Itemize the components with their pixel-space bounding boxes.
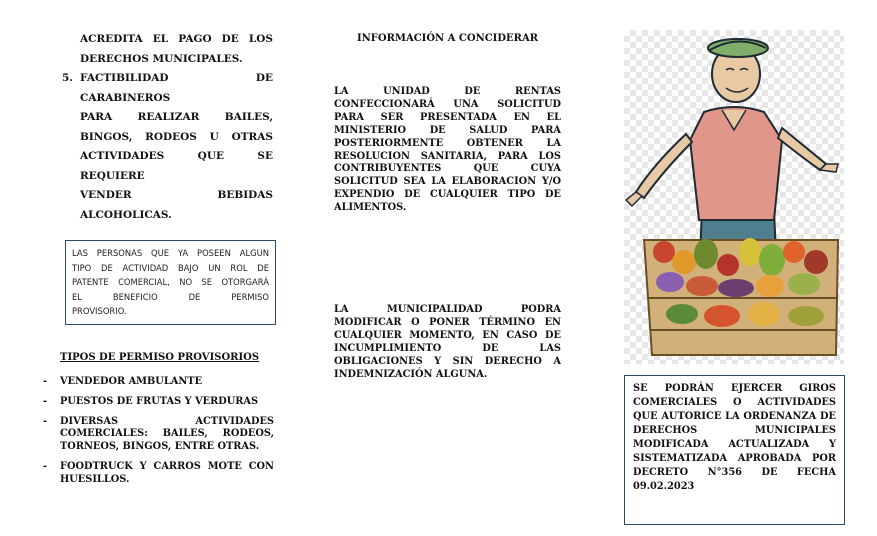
ordinance-info-box bbox=[624, 375, 845, 525]
paragraph-line: EXPENDIO DE CUALQUIER TIPO DE bbox=[334, 189, 561, 201]
list-line: ACTIVIDADES QUE SE REQUIERE bbox=[80, 150, 273, 182]
paragraph-line: PARA SER PRESENTADA EN EL bbox=[334, 111, 561, 123]
list-line: ACREDITA EL PAGO DE LOS bbox=[80, 33, 273, 45]
existing-patent-note-box bbox=[65, 240, 276, 325]
paragraph-line: RESOLUCION SANITARIA, PARA LOS bbox=[334, 150, 561, 162]
box-line: 09.02.2023 bbox=[633, 481, 695, 492]
vendor-illustration bbox=[624, 30, 844, 364]
rentas-paragraph bbox=[334, 86, 561, 215]
box-line: QUE AUTORICE LA ORDENANZA DE bbox=[633, 411, 836, 422]
paragraph-line: LA UNIDAD DE RENTAS bbox=[334, 86, 561, 97]
list-line: VENDER BEBIDAS bbox=[80, 189, 273, 201]
list-item-5 bbox=[80, 69, 273, 225]
note-line: EL BENEFICIO DE PERMISO bbox=[72, 291, 269, 302]
permits-list bbox=[43, 376, 274, 494]
paragraph-line: LA MUNICIPALIDAD PODRA bbox=[334, 304, 561, 315]
box-line: DERECHOS MUNICIPALES bbox=[633, 425, 836, 436]
paragraph-line: CONFECCIONARÁ UNA SOLICITUD bbox=[334, 98, 561, 110]
paragraph-line: INCUMPLIMIENTO DE LAS bbox=[334, 342, 561, 354]
list-line: BINGOS, RODEOS U OTRAS bbox=[80, 130, 273, 143]
note-line: PROVISORIO. bbox=[72, 306, 127, 317]
paragraph-line: SOLICITUD SEA LA ELABORACION Y/O bbox=[334, 176, 561, 188]
paragraph-line: OBLIGACIONES Y SIN DERECHO A bbox=[334, 355, 561, 367]
permits-heading: TIPOS DE PERMISO PROVISORIOS bbox=[60, 352, 260, 363]
vendor-with-fruit-crate-illustration bbox=[624, 30, 844, 364]
paragraph-line: CONTRIBUYENTES QUE CUYA bbox=[334, 163, 561, 175]
list-line: DERECHOS MUNICIPALES. bbox=[80, 52, 243, 65]
paragraph-line: CUALQUIER MOMENTO, EN CASO DE bbox=[334, 329, 561, 341]
paragraph-line: POSTERIORMENTE OBTENER LA bbox=[334, 137, 561, 149]
note-line: TIPO DE ACTIVIDAD BAJO UN ROL DE bbox=[72, 262, 269, 273]
municipality-paragraph bbox=[334, 304, 561, 381]
list-item: - DIVERSAS ACTIVIDADES COMERCIALES: BAILES, RODEOS, TORNEOS, BINGOS, ENTRE OTRAS. bbox=[43, 416, 274, 454]
list-line: FACTIBILIDAD DE CARABINEROS bbox=[80, 72, 273, 104]
list-item-5-number: 5. bbox=[62, 72, 73, 84]
note-line: PATENTE COMERCIAL, NO SE OTORGARÁ bbox=[72, 277, 269, 288]
paragraph-line: ALIMENTOS. bbox=[334, 202, 407, 214]
list-item: - PUESTOS DE FRUTAS Y VERDURAS bbox=[43, 396, 274, 409]
list-item: - VENDEDOR AMBULANTE bbox=[43, 376, 274, 389]
list-line: PARA REALIZAR BAILES, bbox=[80, 111, 273, 123]
note-line: LAS PERSONAS QUE YA POSEEN ALGUN bbox=[72, 248, 269, 258]
box-line: COMERCIALES O ACTIVIDADES bbox=[633, 397, 836, 408]
box-line: MODIFICADA ACTUALIZADA Y bbox=[633, 439, 836, 450]
list-line: ALCOHOLICAS. bbox=[80, 208, 172, 221]
box-line: DECRETO N°356 DE FECHA bbox=[633, 467, 836, 478]
paragraph-line: MODIFICAR O PONER TÉRMINO EN bbox=[334, 316, 561, 328]
paragraph-line: MINISTERIO DE SALUD PARA bbox=[334, 124, 561, 136]
paragraph-line: INDEMNIZACIÓN ALGUNA. bbox=[334, 368, 488, 380]
info-heading: INFORMACIÓN A CONCIDERAR bbox=[356, 33, 539, 44]
box-line: SISTEMATIZADA APROBADA POR bbox=[633, 453, 836, 464]
box-line: SE PODRÁN EJERCER GIROS bbox=[633, 383, 836, 394]
continued-list-item bbox=[80, 30, 273, 69]
list-item: - FOODTRUCK Y CARROS MOTE CON HUESILLOS. bbox=[43, 461, 274, 487]
